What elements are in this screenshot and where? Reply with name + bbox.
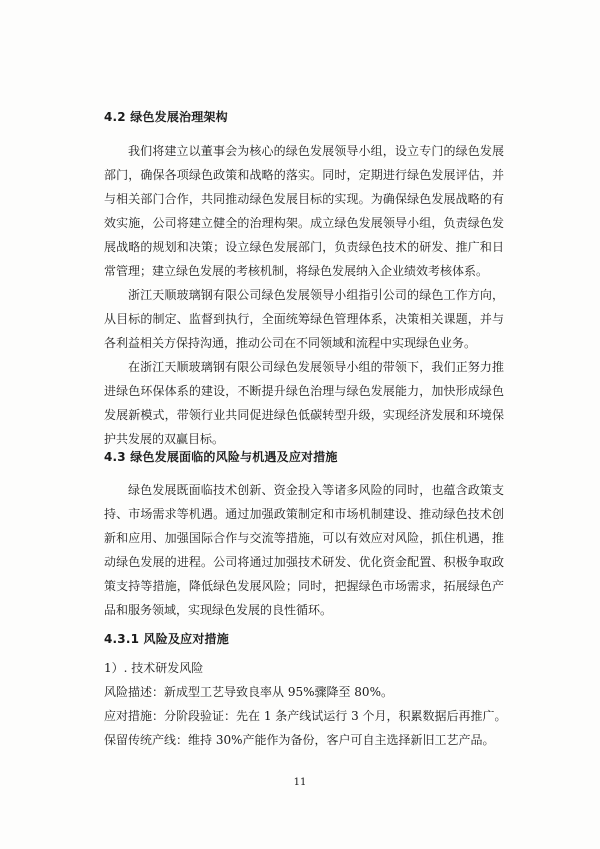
risk-description: 风险描述：新成型工艺导致良率从 95%骤降至 80%。 <box>104 685 393 699</box>
section-4-2-body <box>104 139 504 451</box>
section-4-3-1 <box>104 630 504 647</box>
paragraph: 我们将建立以董事会为核心的绿色发展领导小组，设立专门的绿色发展部门，确保各项绿色政策和战略的落实。同时，定期进行绿色发展评估，并与相关部门合作，共同推动绿色发展目标的实现。为确保绿色发展战略的有效实施，公司将建立健全的治理构架。成立绿色发展领导小组，负责绿色发展战略的规划和决策；设立绿色发展部门，负责绿色技术的研发、推广和日常管理；建立绿色发展的考核机制，将绿色发展纳入企业绩效考核体系。 <box>104 144 504 278</box>
section-4-3 <box>104 448 504 465</box>
section-4-2 <box>104 108 504 125</box>
paragraph: 绿色发展既面临技术创新、资金投入等诸多风险的同时，也蕴含政策支持、市场需求等机遇。通过加强政策制定和市场机制建设、推动绿色技术创新和应用、加强国际合作与交流等措施，可以有效应对风险，抓住机遇，推动绿色发展的进程。公司将通过加强技术研发、优化资金配置、积极争取政策支持等措施，降低绿色发展风险；同时，把握绿色市场需求，拓展绿色产品和服务领域，实现绿色发展的良性循环。 <box>104 483 504 617</box>
section-4-3-body <box>104 478 504 622</box>
page-number: 11 <box>293 777 307 788</box>
section-4-3-heading: 4.3 绿色发展面临的风险与机遇及应对措施 <box>104 450 338 464</box>
paragraph: 浙江天顺玻璃钢有限公司绿色发展领导小组指引公司的绿色工作方向，从目标的制定、监督到执行，全面统筹绿色管理体系，决策相关课题，并与各利益相关方保持沟通，推动公司在不同领域和流程中实现绿色业务。 <box>104 288 504 350</box>
retain-traditional-line: 保留传统产线：维持 30%产能作为备份，客户可自主选择新旧工艺产品。 <box>104 733 495 747</box>
item-title: 1）. 技术研发风险 <box>104 661 204 675</box>
paragraph: 在浙江天顺玻璃钢有限公司绿色发展领导小组的带领下，我们正努力推进绿色环保体系的建设，不断提升绿色治理与绿色发展能力，加快形成绿色发展新模式，带领行业共同促进绿色低碳转型升级，实现经济发展和环境保护共发展的双赢目标。 <box>104 360 504 446</box>
response-measure: 应对措施：分阶段验证：先在 1 条产线试运行 3 个月，积累数据后再推广。 <box>104 709 507 723</box>
section-4-3-1-body <box>104 656 524 752</box>
section-4-3-1-heading: 4.3.1 风险及应对措施 <box>104 632 229 646</box>
section-4-2-heading: 4.2 绿色发展治理架构 <box>104 110 228 124</box>
